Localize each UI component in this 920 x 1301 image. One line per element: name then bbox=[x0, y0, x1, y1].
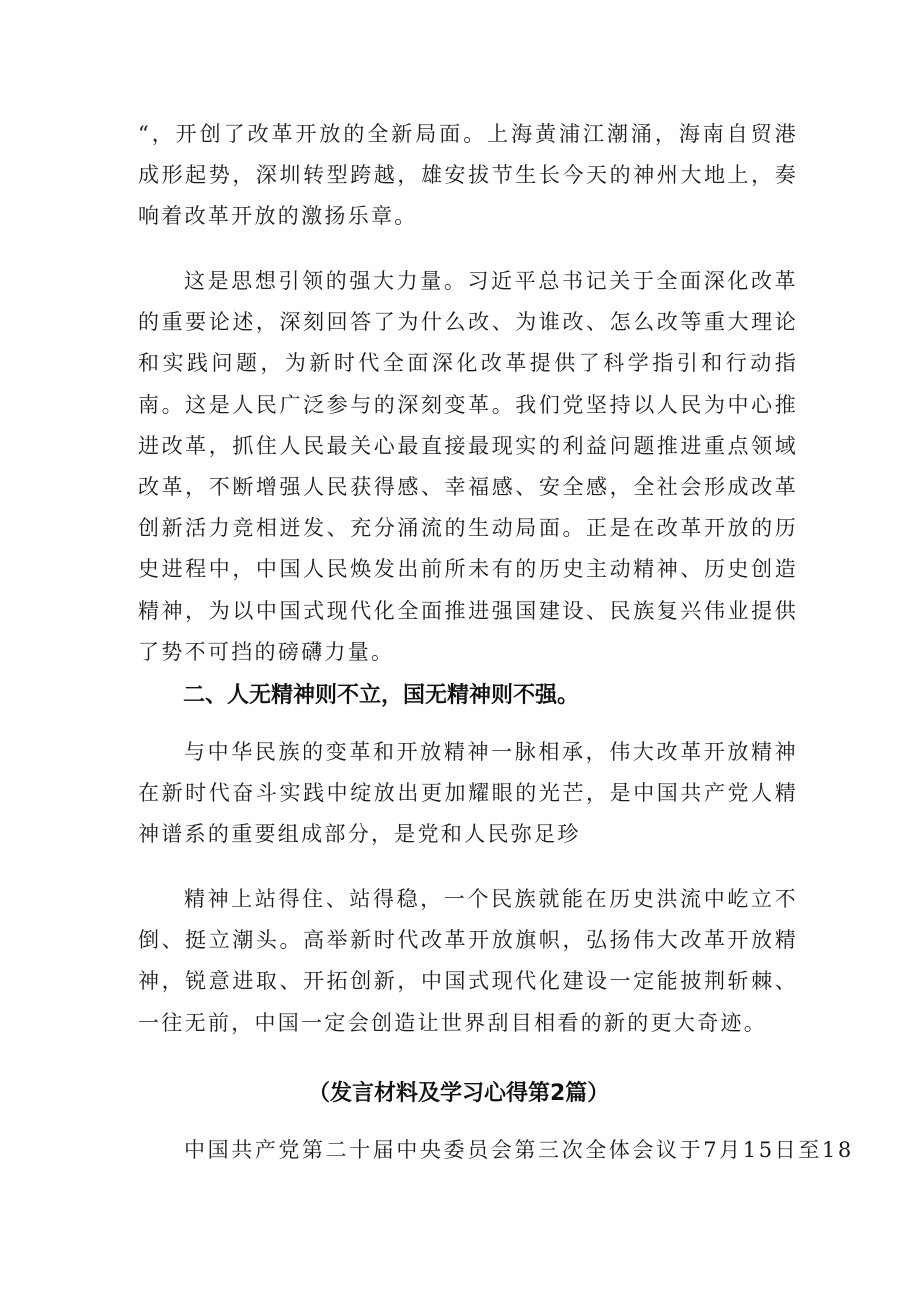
section-heading-2: 二、人无精神则不立，国无精神则不强。 bbox=[183, 683, 580, 708]
paragraph-3: 与中华民族的变革和开放精神一脉相承，伟大改革开放精神在新时代奋斗实践中绽放出更加耀眼的光芒，是中国共产党人精神谱系的重要组成部分，是党和人民弥足珍 bbox=[138, 740, 798, 847]
paragraph-5: 中国共产党第二十届中央委员会第三次全体会议于7月15日至18 bbox=[184, 1138, 854, 1162]
paragraph-4: 精神上站得住、站得稳，一个民族就能在历史洪流中屹立不倒、挺立潮头。高举新时代改革开放旗帜，弘扬伟大改革开放精神，锐意进取、开拓创新，中国式现代化建设一定能披荆斩棘、一往无前，中国一定会创造让世界刮目相看的新的更大奇迹。 bbox=[138, 887, 798, 1035]
paragraph-2: 这是思想引领的强大力量。习近平总书记关于全面深化改革的重要论述，深刻回答了为什么改、为谁改、怎么改等重大理论和实践问题，为新时代全面深化改革提供了科学指引和行动指南。这是人民广泛参与的深刻变革。我们党坚持以人民为中心推进改革，抓住人民最关心最直接最现实的利益问题推进重点领域改革，不断增强人民获得感、幸福感、安全感，全社会形成改革创新活力竞相迸发、充分涌流的生动局面。正是在改革开放的历史进程中，中国人民焕发出前所未有的历史主动精神、历史创造精神，为以中国式现代化全面推进强国建设、民族复兴伟业提供了势不可挡的磅礴力量。 bbox=[138, 269, 798, 664]
part-title: （发言材料及学习心得第2篇） bbox=[308, 1081, 610, 1106]
paragraph-1: “，开创了改革开放的全新局面。上海黄浦江潮涌，海南自贸港成形起势，深圳转型跨越，雄安拔节生长今天的神州大地上，奏响着改革开放的激扬乐章。 bbox=[138, 122, 798, 229]
